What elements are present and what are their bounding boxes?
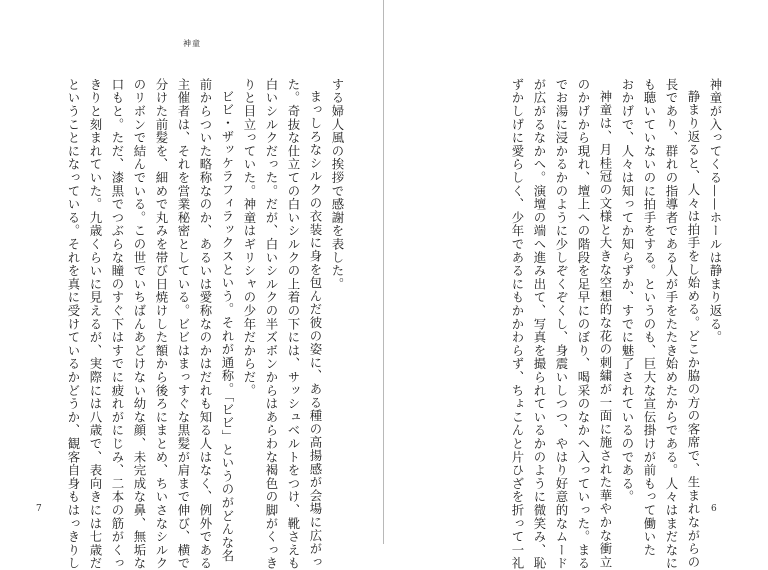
- text-line: のかげから現れ、壇上への階段を足早にのぼり、喝采のなかへ入っていった。まる: [576, 78, 591, 570]
- text-line: きりと刻まれていた。九歳くらいに見えるが、実際には八歳で、表向きには七歳だ: [88, 78, 103, 570]
- right-page-body: [422, 78, 726, 570]
- text-line: ということになっている。それを真に受けているかどうか、観客自身もはっきりし: [66, 78, 81, 570]
- running-header: 神童: [183, 39, 201, 48]
- text-line: も聴いていないのに拍手をする。というのも、巨大な宣伝掛けが前もって働いた: [642, 78, 657, 557]
- text-line: する婦人風の挨拶で感謝を表した。: [330, 78, 345, 291]
- text-line: 口もと。ただ、漆黒でつぶらな瞳のすぐ下はすでに疲れがにじみ、二本の筋がくっ: [110, 78, 125, 570]
- text-line: 神童は、月桂冠の文様と大きな空想的な花の刺繍が一面に施された華やかな衝立: [598, 90, 613, 569]
- text-line: が広がるなかへ。演壇の端へ進み出て、写真を撮られているかのように微笑み、恥: [532, 78, 547, 570]
- page-number-left: 7: [36, 504, 42, 514]
- text-line: た。奇抜な仕立ての白いシルクの上着の下には、サッシュベルトをつけ、靴さえも: [286, 78, 301, 570]
- text-line: りと目立っていた。神童はギリシャの少年だからだ。: [242, 78, 257, 398]
- text-line: ずかしげに愛らしく、少年であるにもかかわらず、ちょこんと片ひざを折って一礼: [510, 78, 525, 570]
- text-line: おかげで、人々は知ってか知らずか、すでに魅了されているのである。: [620, 78, 635, 504]
- text-line: 神童が入ってくる——ホールは静まり返る。: [708, 78, 723, 344]
- text-line: 静まり返ると、人々は拍手をし始める。どこか脇の方の客席で、生まれながらの: [686, 90, 701, 569]
- left-page-body: [44, 78, 348, 570]
- text-line: 長であり、群れの指導者である人が手をたたき始めたからである。人々はまだなに: [664, 78, 679, 570]
- text-line: まっしろなシルクの衣装に身を包んだ彼の姿に、ある種の高揚感が会場に広がっ: [308, 90, 323, 569]
- text-line: ビビ・ザッケラフィラックスという。それが通称。「ビビ」というのがどんな名: [220, 90, 235, 563]
- right-page: [384, 0, 767, 570]
- text-line: 前からついた略称なのか、あるいは愛称なのかはだれも知る人はなく、例外である: [198, 78, 213, 570]
- text-line: 主催者は、それを営業秘密としている。ビビはまっすぐな黒髪が肩まで伸び、横で: [176, 78, 191, 570]
- page-number-right: 6: [711, 504, 717, 514]
- text-line: でお湯に浸かるかのように少しぞくぞくし、身震いしつつ、やはり好意的なムード: [554, 78, 569, 570]
- text-line: のリボンで結んでいる。この世でいちばんあどけない幼な顔、未完成な鼻、無垢な: [132, 78, 147, 570]
- text-line: 白いシルクだった。だが、白いシルクの半ズボンからはあらわな褐色の脚がくっき: [264, 78, 279, 570]
- left-page: [0, 0, 383, 570]
- text-line: 分けた前髪を、細めで丸みを帯び日焼けした額から後ろにまとめ、ちいさなシルク: [154, 78, 169, 570]
